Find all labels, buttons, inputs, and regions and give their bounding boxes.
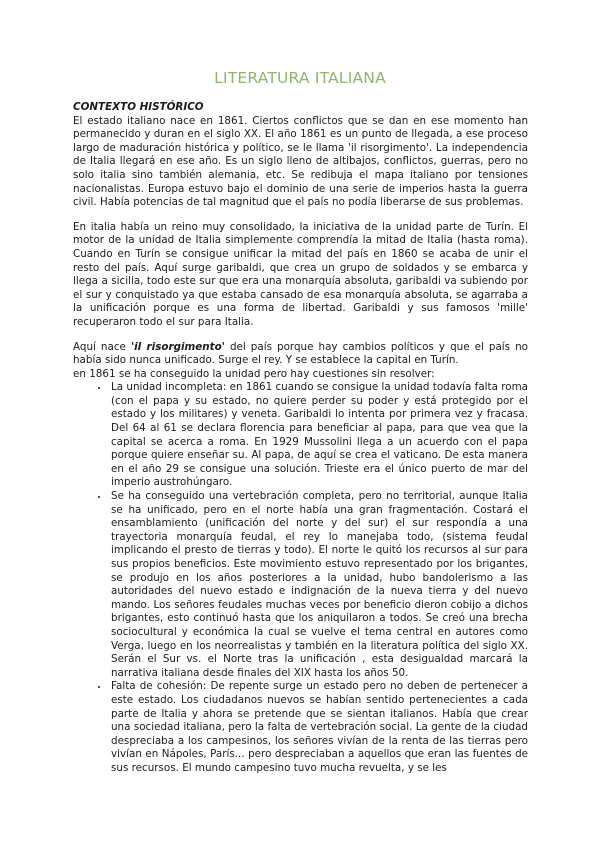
list-item: • Se ha conseguido una vertebración completa, pero no territorial, aunque Italia se ha unificado, pero en el norte había una gran fragmentación. Costará el ensamblamiento (unificación del norte y del sur) el sur respondía a una trayectoria monarquía feudal, el rey lo manejaba todo, (sistema feudal implicando el presto de tierras y todo). El norte le quitó los recursos al sur para sus propios beneficios. Este movimiento estuvo representado por los brigantes, se produjo en los años posteriores a la unidad, hubo bandolerismo a las autoridades del nuevo estado e indignación de la nueva tierra y del nuevo mando. Los señores feudales muchas veces por beneficio dieron cobijo a dichos brigantes, esto continuó hasta que los aniquilaron a todos. Se creó una brecha sociocultural y económica la cual se vuelve el tema central en autores como Verga, luego en los neorrealistas y también en la literatura política del siglo XX. Serán el Sur vs. el Norte tras la unificación , esta desigualdad marcará la narrativa italiana desde finales del XIX hasta los años 50. [109, 490, 528, 680]
section-heading: CONTEXTO HISTÓRICO [73, 101, 204, 113]
list-item: • Falta de cohesión: De repente surge un estado pero no deben de pertenecer a este estado. Los ciudadanos nuevos se habían sentido pertenecientes a cada parte de Italia y ahora se pretende que se sientan italianos. Había que crear una sociedad italiana, pero la falta de vertebración social. La gente de la ciudad despreciaba a los campesinos, los señores vivían de la renta de las tierras pero vivían en Nápoles, París... pero despreciaban a aquellos que eran las fuentes de sus recursos. El mundo campesino tuvo mucha revuelta, y se les [109, 680, 528, 775]
document-title: LITERATURA ITALIANA [214, 69, 386, 87]
paragraph-risorgimento [73, 341, 528, 368]
paragraph-intro: El estado italiano nace en 1861. Ciertos conflictos que se dan en ese momento han permanecido y duran en el siglo XX. El año 1861 es un punto de llegada, a ese proceso largo de maduración histórica y político, se le llama 'il risorgimento'. La independencia de Italia llegará en ese año. Es un siglo lleno de altibajos, conflictos, guerras, pero no solo italia sino también alemania, etc. Se redibuja el mapa italiano por tensiones nacionalistas. Europa estuvo bajo el dominio de una serie de imperios hasta la guerra civil. Había potencias de tal magnitud que el país no podía liberarse de sus problemas. [73, 114, 528, 209]
paragraph-turin: En italia había un reino muy consolidado, la iniciativa de la unidad parte de Turín. El motor de la unidad de Italia simplemente comprendía la mitad de Italia (hasta roma). Cuando en Turín se consigue unificar la mitad del país en 1860 se acaba de unir el resto del país. Aquí surge garibaldi, que crea un grupo de soldados y se embarca y llega a sicilia, todo este sur que era una monarquía absoluta, garibaldi va subiendo por el sur y conquistado ya que estaba cansado de esa monarquía absoluta, se agarraba a la unificación porque es una forma de libertad. Garibaldi y sus famosos 'mille' recuperaron todo el sur para Italia. [73, 220, 528, 328]
paragraph-risorgimento-prefix: Aquí nace [73, 340, 131, 353]
paragraph-unresolved: en 1861 se ha conseguido la unidad pero hay cuestiones sin resolver: [73, 367, 435, 380]
list-item: • La unidad incompleta: en 1861 cuando se consigue la unidad todavía falta roma (con el papa y su estado, no quiere perder su poder y está protegido por el estado y los militares) y veneta. Garibaldi lo intenta por primera vez y fracasa. Del 64 al 61 se declara florencia para beneficiar al papa, para que vea que la capital se acerca a roma. En 1929 Mussolini llega a un acuerdo con el papa porque quiere enseñar su. Al papa, de aquí se crea el vaticano. De esta manera en el año 29 se consigue una solución. Trieste era el único puerto de mar del imperio austrohúngaro. [109, 381, 528, 490]
issues-list [73, 381, 528, 775]
risorgimento-emphasis: 'il risorgimento' [130, 340, 225, 353]
document-body [73, 101, 528, 776]
paragraph-risorgimento-suffix: del país porque hay cambios políticos y que el país no había sido nunca unificado. Surge el rey. Y se establece la capital en Turín. [73, 340, 528, 367]
